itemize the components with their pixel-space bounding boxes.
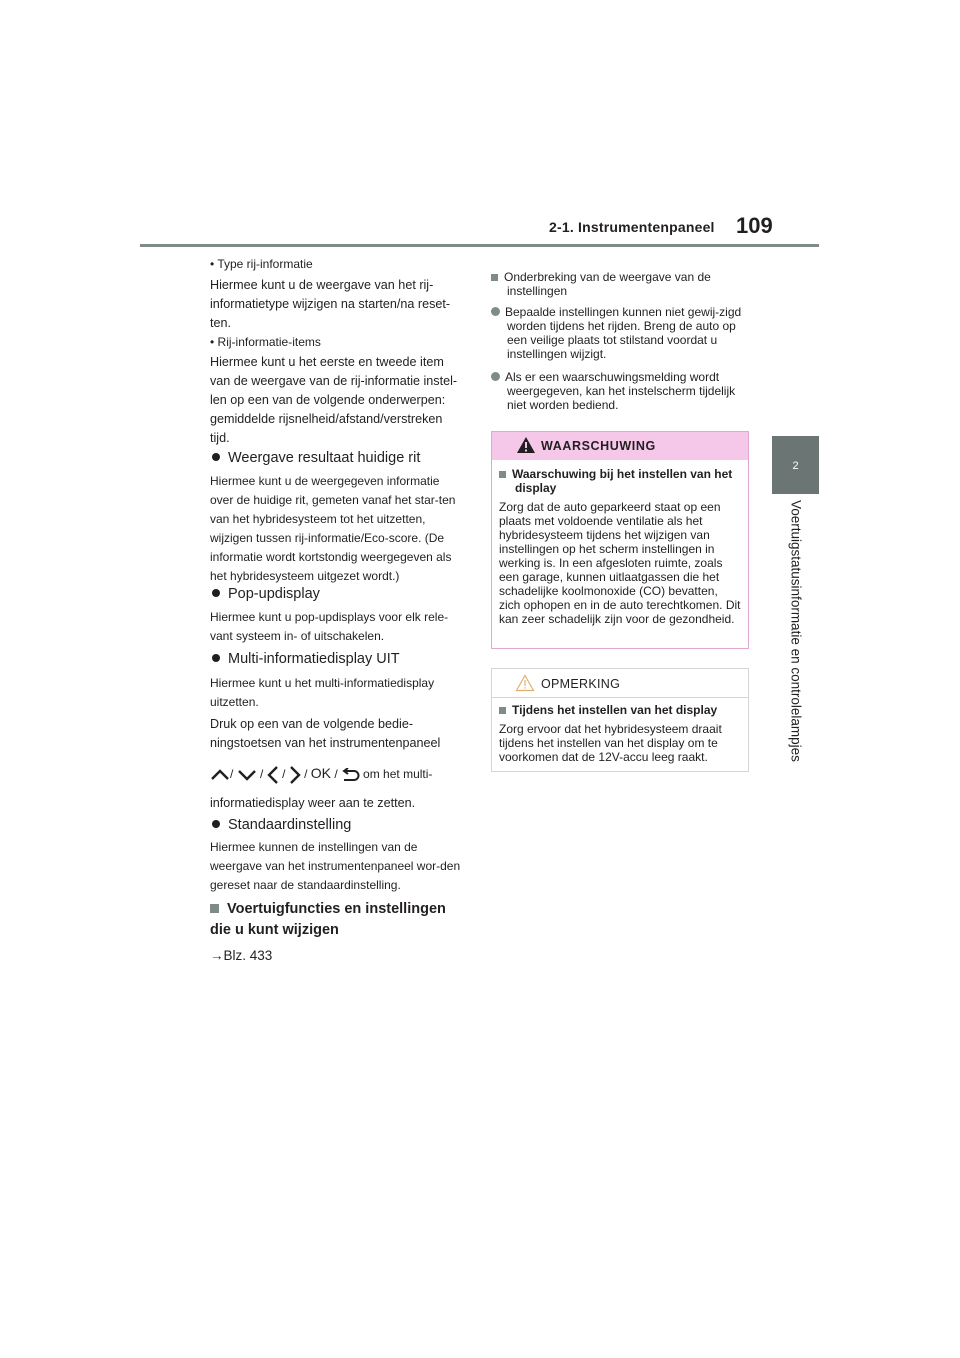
bullet-dot bbox=[212, 654, 220, 662]
sec1-heading-text: Weergave resultaat huidige rit bbox=[228, 450, 421, 466]
bullet-dot bbox=[212, 453, 220, 461]
note-header bbox=[492, 669, 748, 698]
sec3-heading bbox=[210, 650, 464, 669]
sec1-heading bbox=[210, 449, 464, 468]
back-arrow-icon bbox=[338, 768, 360, 782]
separator: / bbox=[334, 767, 338, 781]
square-bullet bbox=[499, 707, 506, 714]
separator: / bbox=[230, 767, 234, 781]
separator: / bbox=[304, 767, 308, 781]
note-box bbox=[491, 668, 749, 772]
item-type-label: • Type rij-informatie bbox=[210, 257, 313, 271]
sec4-heading-text: Standaardinstelling bbox=[228, 817, 352, 833]
warning-header bbox=[492, 432, 748, 460]
caution-triangle-icon bbox=[515, 674, 535, 692]
separator: / bbox=[260, 767, 264, 781]
sec3-heading-text: Multi-informatiedisplay UIT bbox=[228, 651, 400, 667]
item-type-text: Hiermee kunt u de weergave van het rij-informatietype wijzigen na starten/na reset-ten. bbox=[210, 278, 451, 330]
note-text: Zorg ervoor dat het hybridesysteem draait tijdens het instellen van het display om te voorkomen dat de 12V-accu leeg raakt. bbox=[499, 722, 722, 764]
square-bullet bbox=[491, 274, 498, 281]
note-heading-text: Tijdens het instellen van het display bbox=[512, 703, 718, 717]
sec2-heading bbox=[210, 585, 464, 604]
chevron-right-icon bbox=[289, 765, 301, 785]
chevron-up-icon bbox=[210, 769, 230, 781]
sec2-text: Hiermee kunt u pop-updisplays voor elk rele-vant systeem in- of uitschakelen. bbox=[210, 610, 449, 643]
sec3-text2: Druk op een van de volgende bedie-ningstoetsen van het instrumentenpaneel bbox=[210, 717, 441, 750]
header-rule bbox=[140, 244, 819, 247]
warning-heading bbox=[499, 467, 742, 495]
note-label: OPMERKING bbox=[541, 677, 621, 691]
sec1-text: Hiermee kunt u de weergegeven informatie over de huidige rit, gemeten vanaf het star-ten van het hybridesysteem tot het uitzetten, wijzigen tussen rij-informatie/Eco-score. (De informatie wordt kortstondig weergegeven als het hybridesysteem uitgezet wordt.) bbox=[210, 474, 456, 583]
interrupt-heading-text: Onderbreking van de weergave van de instellingen bbox=[504, 270, 711, 298]
sec3-text: Hiermee kunt u het multi-informatiedisplay uitzetten. bbox=[210, 676, 435, 709]
sec4-heading bbox=[210, 816, 464, 835]
chevron-left-icon bbox=[267, 765, 279, 785]
sec5-reference[interactable]: →Blz. 433 bbox=[210, 948, 273, 963]
chapter-tab bbox=[772, 436, 819, 494]
chapter-label: Voertuigstatusinformatie en controlelampjes bbox=[788, 500, 804, 762]
interrupt-p1-text: Bepaalde instellingen kunnen niet gewij-zigd worden tijdens het rijden. Breng de auto op een veilige plaats tot stilstand voordat u instellingen wijzigt. bbox=[505, 305, 742, 361]
control-buttons-row bbox=[210, 764, 470, 785]
separator: / bbox=[282, 767, 286, 781]
ok-button-label: OK bbox=[310, 765, 332, 781]
interrupt-p1 bbox=[491, 305, 749, 361]
item-items-label: • Rij-informatie-items bbox=[210, 335, 321, 349]
sec4-text: Hiermee kunnen de instellingen van de weergave van het instrumentenpaneel wor-den gereset naar de standaardinstelling. bbox=[210, 840, 461, 892]
circle-bullet bbox=[491, 372, 500, 381]
warning-heading-text: Waarschuwing bij het instellen van het display bbox=[512, 467, 733, 495]
interrupt-heading bbox=[491, 270, 749, 298]
item-items-text: Hiermee kunt u het eerste en tweede item van de weergave van de rij-informatie instel-len op een van de volgende onderwerpen: gemiddelde rijsnelheid/afstand/verstreken tijd. bbox=[210, 355, 458, 445]
sec5-heading bbox=[210, 899, 470, 941]
sec5-heading-text: Voertuigfuncties en instellingen die u kunt wijzigen bbox=[210, 901, 446, 938]
square-bullet bbox=[210, 904, 219, 913]
interrupt-p2-text: Als er een waarschuwingsmelding wordt weergegeven, kan het instelscherm tijdelijk niet worden bediend. bbox=[505, 370, 736, 412]
note-heading bbox=[499, 703, 742, 717]
warning-text: Zorg dat de auto geparkeerd staat op een plaats met voldoende ventilatie als het hybridesysteem tijdens het wijzigen van instellingen op het scherm instellingen in werking is. In een afgesloten ruimte, zoals een garage, kunnen uitlaatgassen die het schadelijke koolmonoxide (CO) bevatten, zich ophopen en in de auto terechtkomen. Dit kan zeer schadelijk zijn voor de gezondheid. bbox=[499, 500, 741, 626]
circle-bullet bbox=[491, 307, 500, 316]
warning-box bbox=[491, 431, 749, 649]
interrupt-p2 bbox=[491, 370, 749, 412]
chapter-label-container bbox=[774, 500, 818, 800]
sec3-end: informatiedisplay weer aan te zetten. bbox=[210, 796, 416, 810]
sec2-heading-text: Pop-updisplay bbox=[228, 586, 320, 602]
warning-triangle-icon bbox=[516, 436, 536, 454]
square-bullet bbox=[499, 471, 506, 478]
section-title: 2-1. Instrumentenpaneel bbox=[549, 219, 715, 235]
bullet-dot bbox=[212, 589, 220, 597]
warning-label: WAARSCHUWING bbox=[541, 439, 656, 453]
page-number: 109 bbox=[736, 213, 773, 238]
sec3-after: om het multi- bbox=[363, 767, 433, 781]
chapter-number: 2 bbox=[792, 460, 799, 472]
bullet-dot bbox=[212, 820, 220, 828]
chevron-down-icon bbox=[237, 769, 257, 781]
